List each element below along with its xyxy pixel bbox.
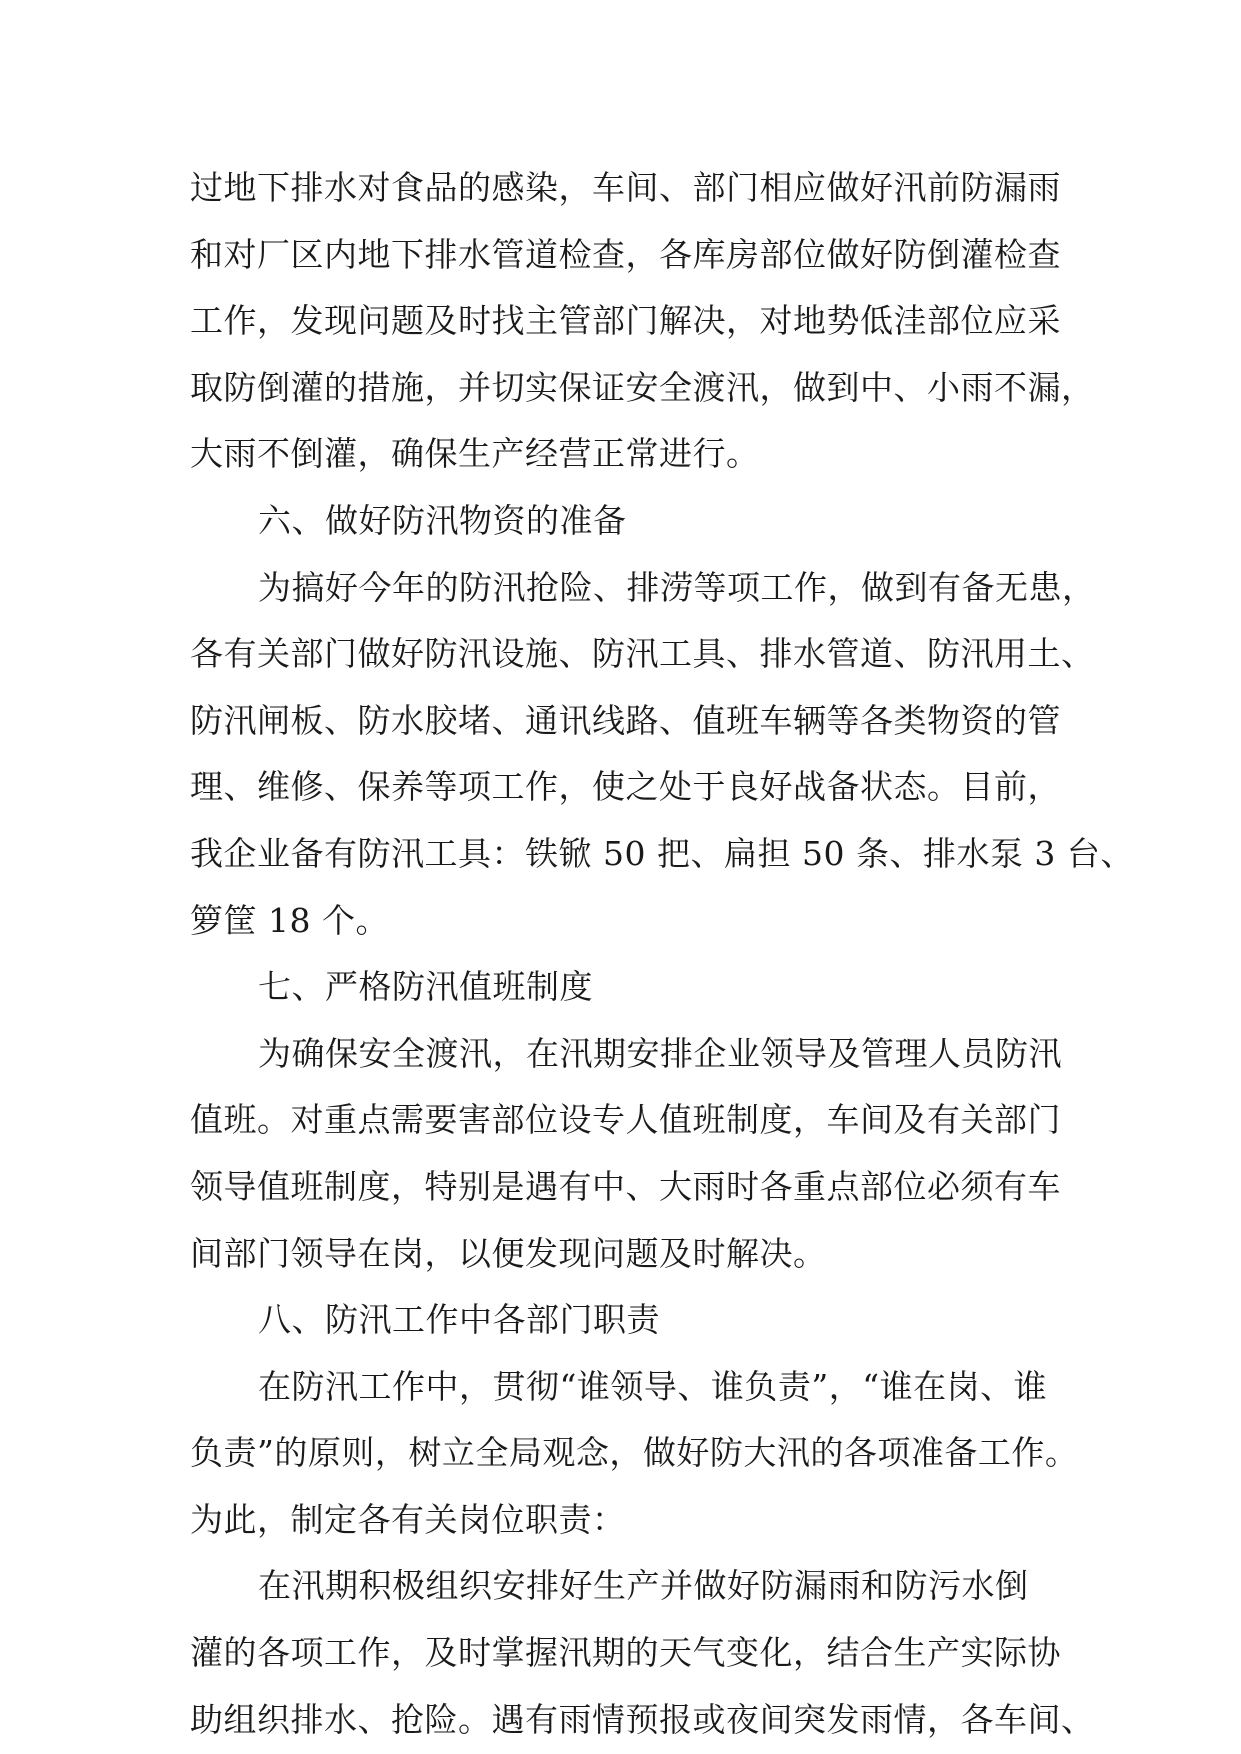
section-heading: 七、严格防汛值班制度 <box>258 967 593 1007</box>
paragraph-line: 理、维修、保养等项工作，使之处于良好战备状态。目前， <box>190 767 1061 807</box>
paragraph-line: 值班。对重点需要害部位设专人值班制度，车间及有关部门 <box>190 1100 1061 1140</box>
paragraph-line: 箩筐 18 个。 <box>190 900 389 940</box>
document-body <box>190 155 1134 1753</box>
section-heading: 六、做好防汛物资的准备 <box>258 500 627 540</box>
paragraph-line: 负责”的原则，树立全局观念，做好防大汛的各项准备工作。 <box>190 1433 1079 1473</box>
paragraph-line: 取防倒灌的措施，并切实保证安全渡汛，做到中、小雨不漏， <box>190 367 1095 407</box>
paragraph-line: 为搞好今年的防汛抢险、排涝等项工作，做到有备无患， <box>258 567 1096 607</box>
paragraph-line: 防汛闸板、防水胶堵、通讯线路、值班车辆等各类物资的管 <box>190 700 1061 740</box>
paragraph-line: 大雨不倒灌，确保生产经营正常进行。 <box>190 434 760 474</box>
paragraph-line: 灌的各项工作，及时掌握汛期的天气变化，结合生产实际协 <box>190 1633 1061 1673</box>
paragraph-line: 各有关部门做好防汛设施、防汛工具、排水管道、防汛用土、 <box>190 634 1095 674</box>
paragraph-line: 为确保安全渡汛，在汛期安排企业领导及管理人员防汛 <box>258 1033 1062 1073</box>
paragraph-line: 在防汛工作中，贯彻“谁领导、谁负责”，“谁在岗、谁 <box>258 1366 1048 1406</box>
paragraph-line: 我企业备有防汛工具：铁锨 50 把、扁担 50 条、排水泵 3 台、 <box>190 833 1134 873</box>
paragraph-line: 为此，制定各有关岗位职责： <box>190 1499 626 1539</box>
paragraph-line: 过地下排水对食品的感染，车间、部门相应做好汛前防漏雨 <box>190 168 1061 207</box>
paragraph-line: 领导值班制度，特别是遇有中、大雨时各重点部位必须有车 <box>190 1166 1061 1206</box>
section-heading: 八、防汛工作中各部门职责 <box>258 1300 660 1340</box>
paragraph-line: 助组织排水、抢险。遇有雨情预报或夜间突发雨情，各车间、 <box>190 1699 1095 1739</box>
paragraph-line: 在汛期积极组织安排好生产并做好防漏雨和防污水倒 <box>258 1566 1029 1606</box>
paragraph-line: 间部门领导在岗，以便发现问题及时解决。 <box>190 1233 827 1273</box>
paragraph-line: 工作，发现问题及时找主管部门解决，对地势低洼部位应采 <box>190 301 1061 341</box>
paragraph-line: 和对厂区内地下排水管道检查，各库房部位做好防倒灌检查 <box>190 234 1061 274</box>
